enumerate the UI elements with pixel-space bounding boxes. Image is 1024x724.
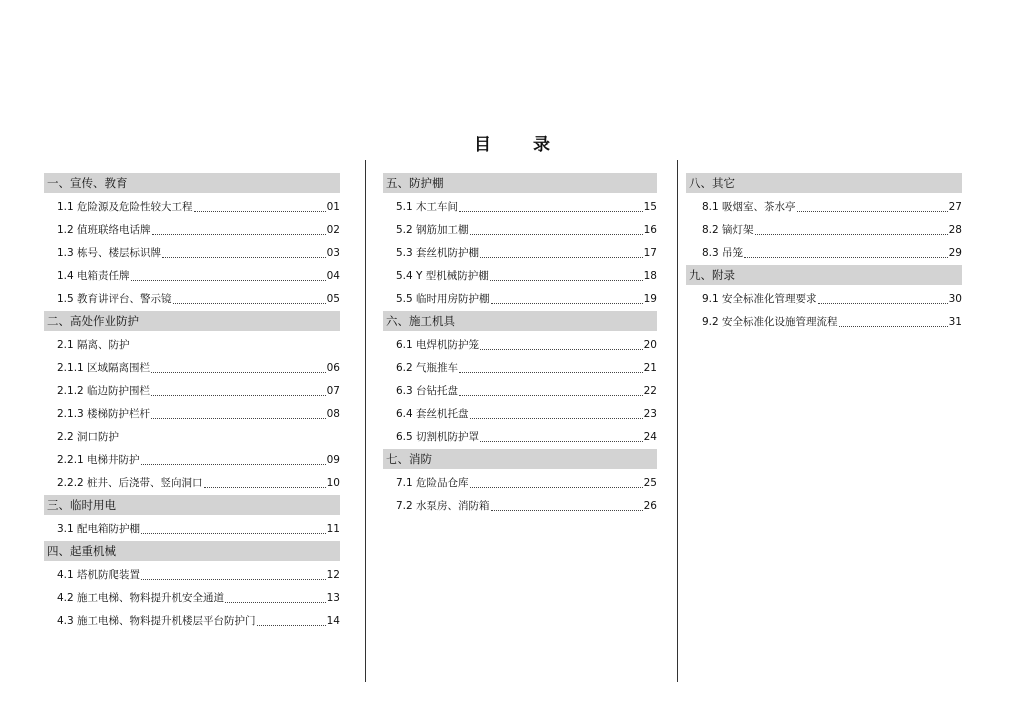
toc-entry-page: 31 — [948, 316, 962, 328]
toc-entry[interactable] — [44, 196, 340, 219]
toc-entry-page: 02 — [326, 224, 340, 236]
toc-entry-page: 13 — [326, 592, 340, 604]
leader-dots — [151, 418, 326, 419]
toc-entry-label: 2.1.1 区域隔离围栏 — [57, 362, 151, 374]
toc-entry-page: 20 — [643, 339, 657, 351]
toc-entry[interactable] — [686, 242, 962, 265]
column-divider — [365, 160, 366, 682]
toc-entry-label: 9.2 安全标准化设施管理流程 — [702, 316, 838, 328]
toc-entry[interactable] — [44, 380, 340, 403]
toc-entry[interactable] — [383, 219, 657, 242]
toc-section-heading: 三、临时用电 — [44, 495, 340, 515]
toc-entry-label: 2.1 隔离、防护 — [57, 339, 130, 351]
toc-entry[interactable] — [383, 426, 657, 449]
toc-entry-page: 24 — [643, 431, 657, 443]
toc-entry-label: 5.5 临时用房防护棚 — [396, 293, 490, 305]
leader-dots — [491, 303, 643, 304]
toc-entry-label: 4.1 塔机防爬装置 — [57, 569, 141, 581]
leader-dots — [141, 579, 326, 580]
toc-section-heading: 七、消防 — [383, 449, 657, 469]
leader-dots — [257, 625, 326, 626]
toc-entry-page: 10 — [326, 477, 340, 489]
toc-entry[interactable] — [383, 403, 657, 426]
toc-entry[interactable] — [686, 196, 962, 219]
toc-entry-label: 6.1 电焊机防护笼 — [396, 339, 480, 351]
toc-entry-page: 30 — [948, 293, 962, 305]
leader-dots — [470, 234, 643, 235]
toc-entry-label: 2.1.3 楼梯防护栏杆 — [57, 408, 151, 420]
leader-dots — [491, 510, 643, 511]
toc-entry-label: 2.1.2 临边防护围栏 — [57, 385, 151, 397]
toc-entry[interactable] — [44, 587, 340, 610]
toc-entry-label: 7.2 水泵房、消防箱 — [396, 500, 490, 512]
toc-entry-page: 26 — [643, 500, 657, 512]
toc-entry-page: 04 — [326, 270, 340, 282]
toc-entry[interactable] — [44, 288, 340, 311]
leader-dots — [839, 326, 948, 327]
toc-entry-page: 09 — [326, 454, 340, 466]
toc-entry[interactable] — [44, 242, 340, 265]
toc-entry[interactable] — [686, 288, 962, 311]
leader-dots — [755, 234, 948, 235]
toc-entry-label: 8.2 镝灯架 — [702, 224, 754, 236]
leader-dots — [141, 464, 326, 465]
leader-dots — [152, 234, 326, 235]
toc-entry[interactable] — [44, 265, 340, 288]
leader-dots — [225, 602, 326, 603]
leader-dots — [204, 487, 326, 488]
toc-entry[interactable] — [383, 288, 657, 311]
toc-entry-label: 1.2 值班联络电话牌 — [57, 224, 151, 236]
toc-entry-label: 5.4 Y 型机械防护棚 — [396, 270, 489, 282]
toc-entry-page: 08 — [326, 408, 340, 420]
leader-dots — [470, 487, 643, 488]
toc-entry-page: 07 — [326, 385, 340, 397]
toc-entry-label: 5.1 木工车间 — [396, 201, 459, 213]
toc-entry-label: 4.2 施工电梯、物料提升机安全通道 — [57, 592, 225, 604]
toc-entry-page: 23 — [643, 408, 657, 420]
leader-dots — [194, 211, 326, 212]
toc-entry[interactable] — [686, 311, 962, 334]
leader-dots — [162, 257, 326, 258]
toc-entry[interactable] — [44, 564, 340, 587]
toc-entry-page: 21 — [643, 362, 657, 374]
leader-dots — [141, 533, 326, 534]
leader-dots — [470, 418, 643, 419]
toc-entry-page: 25 — [643, 477, 657, 489]
toc-entry-page: 11 — [326, 523, 340, 535]
toc-entry[interactable] — [383, 196, 657, 219]
toc-column-1 — [44, 173, 340, 633]
toc-entry-page: 18 — [643, 270, 657, 282]
toc-entry-page: 29 — [948, 247, 962, 259]
toc-entry-page: 03 — [326, 247, 340, 259]
toc-entry-page: 06 — [326, 362, 340, 374]
toc-entry[interactable] — [44, 219, 340, 242]
column-divider — [677, 160, 678, 682]
leader-dots — [173, 303, 326, 304]
toc-entry-label: 2.2 洞口防护 — [57, 431, 120, 443]
leader-dots — [151, 372, 326, 373]
toc-entry-label: 2.2.2 桩井、后浇带、竖向洞口 — [57, 477, 203, 489]
toc-section-heading: 八、其它 — [686, 173, 962, 193]
toc-section-heading: 二、高处作业防护 — [44, 311, 340, 331]
leader-dots — [744, 257, 948, 258]
leader-dots — [459, 372, 643, 373]
toc-section-heading: 一、宣传、教育 — [44, 173, 340, 193]
leader-dots — [480, 441, 643, 442]
toc-entry[interactable] — [383, 380, 657, 403]
toc-entry[interactable] — [383, 357, 657, 380]
toc-entry-page: 12 — [326, 569, 340, 581]
toc-entry[interactable] — [383, 495, 657, 518]
toc-entry-label: 5.2 钢筋加工棚 — [396, 224, 469, 236]
toc-entry[interactable] — [44, 357, 340, 380]
toc-section-heading: 五、防护棚 — [383, 173, 657, 193]
page-title: 目 录 — [474, 135, 568, 155]
toc-entry-label: 6.4 套丝机托盘 — [396, 408, 469, 420]
toc-entry[interactable] — [44, 403, 340, 426]
toc-entry-label: 5.3 套丝机防护棚 — [396, 247, 480, 259]
toc-entry-label: 9.1 安全标准化管理要求 — [702, 293, 817, 305]
toc-entry[interactable] — [44, 610, 340, 633]
toc-entry-label: 6.2 气瓶推车 — [396, 362, 459, 374]
toc-section-heading: 四、起重机械 — [44, 541, 340, 561]
toc-entry-label: 8.3 吊笼 — [702, 247, 744, 259]
leader-dots — [797, 211, 948, 212]
leader-dots — [459, 395, 643, 396]
toc-entry-label: 7.1 危险品仓库 — [396, 477, 469, 489]
leader-dots — [480, 349, 643, 350]
toc-section-heading: 六、施工机具 — [383, 311, 657, 331]
toc-column-3 — [686, 173, 962, 334]
toc-entry[interactable] — [686, 219, 962, 242]
toc-entry-label: 3.1 配电箱防护棚 — [57, 523, 141, 535]
toc-entry-label: 1.5 教育讲评台、警示镜 — [57, 293, 172, 305]
toc-entry-label: 6.3 台钻托盘 — [396, 385, 459, 397]
toc-entry[interactable] — [383, 265, 657, 288]
toc-entry[interactable] — [44, 518, 340, 541]
toc-entry[interactable] — [44, 426, 340, 449]
toc-section-heading: 九、附录 — [686, 265, 962, 285]
leader-dots — [490, 280, 643, 281]
toc-entry-page: 27 — [948, 201, 962, 213]
toc-entry-page: 14 — [326, 615, 340, 627]
leader-dots — [151, 395, 326, 396]
toc-entry[interactable] — [44, 472, 340, 495]
toc-entry-page: 19 — [643, 293, 657, 305]
leader-dots — [459, 211, 643, 212]
toc-entry-label: 4.3 施工电梯、物料提升机楼层平台防护门 — [57, 615, 256, 627]
toc-entry-label: 1.4 电箱责任牌 — [57, 270, 130, 282]
toc-entry[interactable] — [44, 449, 340, 472]
toc-entry-label: 6.5 切割机防护罩 — [396, 431, 480, 443]
toc-entry-page: 28 — [948, 224, 962, 236]
leader-dots — [818, 303, 948, 304]
toc-entry-label: 8.1 吸烟室、茶水亭 — [702, 201, 796, 213]
leader-dots — [480, 257, 643, 258]
toc-column-2 — [383, 173, 657, 518]
toc-entry-label: 1.3 栋号、楼层标识牌 — [57, 247, 162, 259]
toc-entry-page: 16 — [643, 224, 657, 236]
toc-entry[interactable] — [44, 334, 340, 357]
toc-entry-page: 22 — [643, 385, 657, 397]
toc-entry[interactable] — [383, 242, 657, 265]
toc-entry[interactable] — [383, 472, 657, 495]
toc-entry[interactable] — [383, 334, 657, 357]
leader-dots — [131, 280, 326, 281]
toc-entry-label: 2.2.1 电梯井防护 — [57, 454, 140, 466]
toc-entry-label: 1.1 危险源及危险性较大工程 — [57, 201, 193, 213]
toc-entry-page: 15 — [643, 201, 657, 213]
toc-entry-page: 05 — [326, 293, 340, 305]
toc-entry-page: 01 — [326, 201, 340, 213]
toc-entry-page: 17 — [643, 247, 657, 259]
